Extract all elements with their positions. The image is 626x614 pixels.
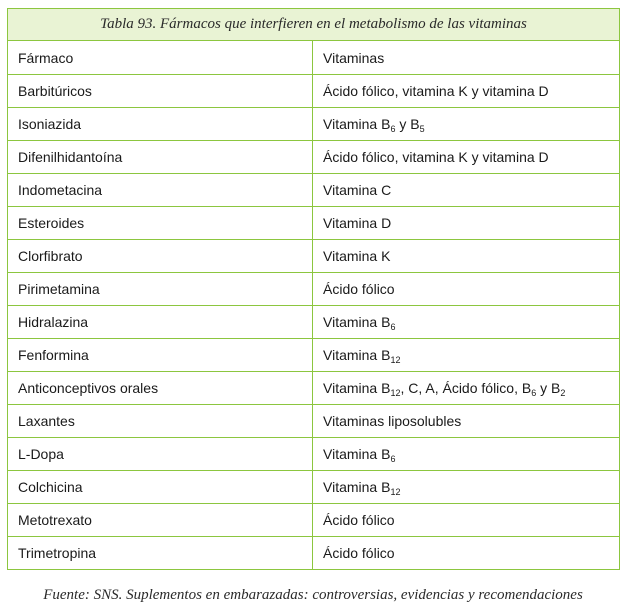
table-row — [8, 141, 620, 174]
drug-cell: Colchicina — [8, 471, 313, 504]
drug-cell: Difenilhidantoína — [8, 141, 313, 174]
vitamins-text: Vitamina B — [323, 446, 391, 462]
column-header-vitamins: Vitaminas — [313, 41, 620, 75]
table-row — [8, 174, 620, 207]
subscript: 5 — [419, 124, 425, 134]
table-row — [8, 339, 620, 372]
vitamins-cell — [313, 207, 620, 240]
vitamins-cell — [313, 438, 620, 471]
drug-cell: L-Dopa — [8, 438, 313, 471]
subscript: 2 — [560, 388, 566, 398]
drug-cell: Indometacina — [8, 174, 313, 207]
table-row — [8, 75, 620, 108]
drug-cell: Barbitúricos — [8, 75, 313, 108]
vitamins-cell — [313, 141, 620, 174]
vitamins-text: Ácido fólico — [323, 512, 395, 528]
vitamins-cell — [313, 339, 620, 372]
table-row — [8, 405, 620, 438]
vitamins-text: , C, A, Ácido fólico, B — [400, 380, 532, 396]
table-row — [8, 471, 620, 504]
vitamins-text: Vitamina B — [323, 347, 391, 363]
vitamins-text: Vitaminas liposolubles — [323, 413, 462, 429]
vitamins-text: Vitamina C — [323, 182, 392, 198]
table-caption: Tabla 93. Fármacos que interfieren en el metabolismo de las vitaminas — [8, 9, 620, 41]
vitamins-cell — [313, 273, 620, 306]
drug-cell: Metotrexato — [8, 504, 313, 537]
vitamins-text: Ácido fólico, vitamina K y vitamina D — [323, 83, 549, 99]
drug-cell: Clorfibrato — [8, 240, 313, 273]
vitamins-cell — [313, 405, 620, 438]
drug-cell: Trimetropina — [8, 537, 313, 570]
subscript: 6 — [390, 124, 396, 134]
table-row — [8, 537, 620, 570]
table-row — [8, 240, 620, 273]
drug-cell: Pirimetamina — [8, 273, 313, 306]
subscript: 6 — [390, 322, 396, 332]
header-row — [8, 41, 620, 75]
source-note: Fuente: SNS. Suplementos en embarazadas: controversias, evidencias y recomendaciones — [43, 587, 583, 603]
vitamins-text: Vitamina B — [323, 116, 391, 132]
table-row — [8, 108, 620, 141]
vitamins-text: y B — [536, 380, 561, 396]
vitamins-text: Ácido fólico — [323, 281, 395, 297]
subscript: 6 — [390, 454, 396, 464]
vitamins-text: Vitamina B — [323, 314, 391, 330]
subscript: 6 — [531, 388, 537, 398]
table-row — [8, 273, 620, 306]
vitamins-text: Ácido fólico — [323, 545, 395, 561]
drug-cell: Anticonceptivos orales — [8, 372, 313, 405]
vitamins-text: Vitamina K — [323, 248, 391, 264]
vitamins-cell — [313, 471, 620, 504]
table-row — [8, 438, 620, 471]
vitamins-text: Ácido fólico, vitamina K y vitamina D — [323, 149, 549, 165]
table-row — [8, 372, 620, 405]
subscript: 12 — [390, 355, 401, 365]
table-row — [8, 504, 620, 537]
drug-cell: Laxantes — [8, 405, 313, 438]
column-header-drug: Fármaco — [8, 41, 313, 75]
vitamins-cell — [313, 537, 620, 570]
subscript: 12 — [390, 388, 401, 398]
vitamins-cell — [313, 108, 620, 141]
drug-cell: Fenformina — [8, 339, 313, 372]
subscript: 12 — [390, 487, 401, 497]
drug-cell: Hidralazina — [8, 306, 313, 339]
vitamins-text: Vitamina D — [323, 215, 392, 231]
table-row — [8, 207, 620, 240]
vitamins-text: Vitamina B — [323, 380, 391, 396]
vitamins-cell — [313, 174, 620, 207]
vitamin-drug-table — [7, 8, 620, 570]
vitamins-cell — [313, 372, 620, 405]
vitamins-text: y B — [395, 116, 420, 132]
vitamins-cell — [313, 75, 620, 108]
drug-cell: Esteroides — [8, 207, 313, 240]
vitamins-text: Vitamina B — [323, 479, 391, 495]
vitamins-cell — [313, 240, 620, 273]
table-row — [8, 306, 620, 339]
caption-row — [8, 9, 620, 41]
vitamins-cell — [313, 306, 620, 339]
vitamins-cell — [313, 504, 620, 537]
table-body — [8, 75, 620, 570]
vitamin-drug-table-wrapper — [7, 8, 619, 570]
drug-cell: Isoniazida — [8, 108, 313, 141]
